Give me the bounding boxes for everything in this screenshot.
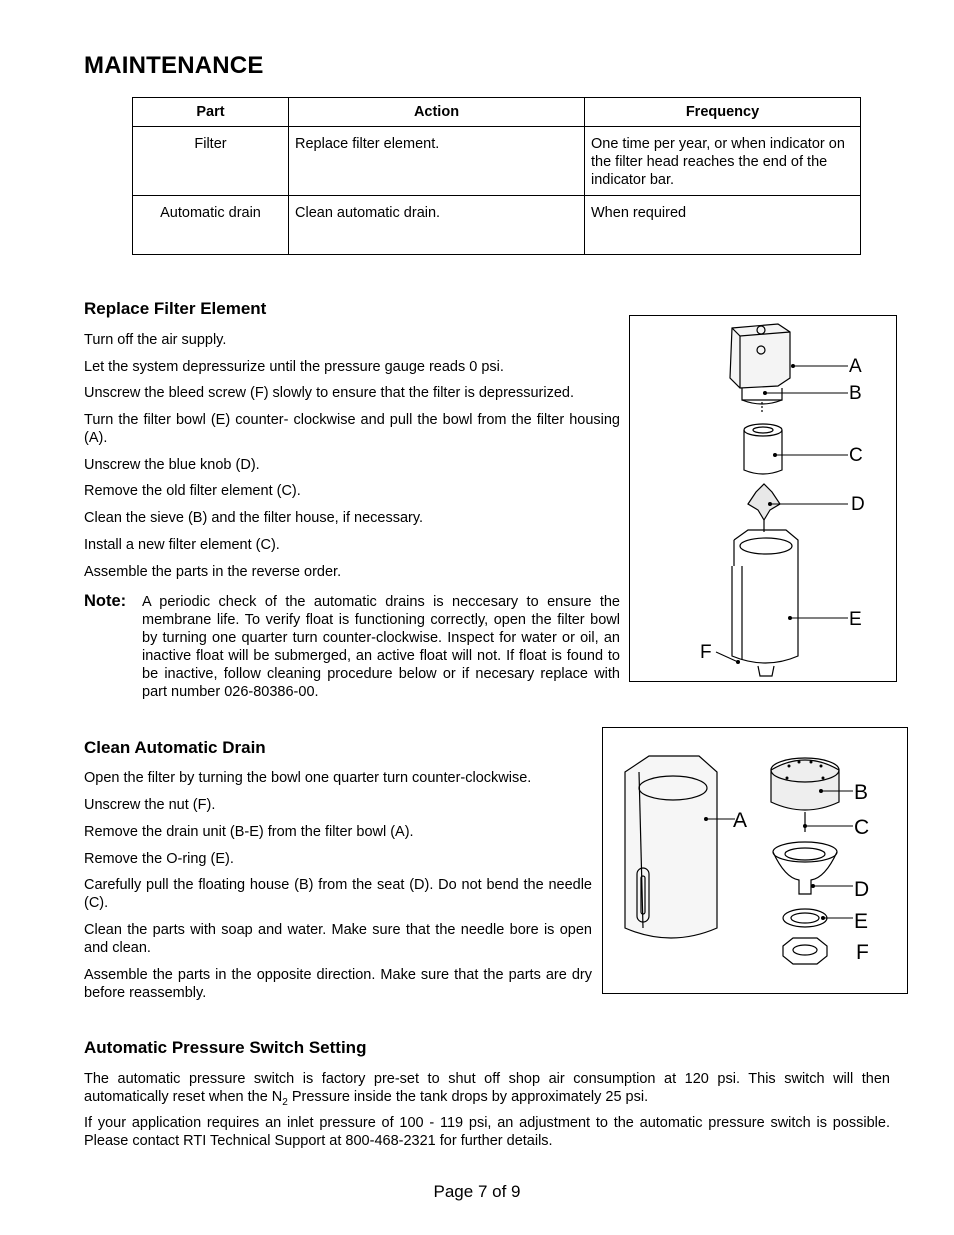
pressure-switch-text-b: Pressure inside the tank drops by approximately 25 psi. <box>287 1089 649 1105</box>
page-footer: Page 7 of 9 <box>433 1182 521 1201</box>
figure-label-a: A <box>849 356 862 377</box>
pressure-switch-text-a: The automatic pressure switch is factory pre-set to shut off shop air consumption at 120 psi. This switch will then automatically reset when the N <box>84 1071 890 1105</box>
drain-exploded-drawing <box>603 728 907 993</box>
step-text: Let the system depressurize until the pressure gauge reads 0 psi. <box>84 359 504 375</box>
step-text: Clean the parts with soap and water. Make sure that the needle bore is open and clean. <box>84 922 592 956</box>
note-text: A periodic check of the automatic drains is neccesary to ensure the membrane life. To verify float is functioning correctly, open the filter bowl by turning one quarter turn counter-clockwise. Inspect for water or oil, an inactive float will be submerged, an active float will not. If float is found to be inactive, follow cleaning procedure below or if necesary replace with part number 026-80386-00. <box>142 594 620 700</box>
step-text: Carefully pull the floating house (B) from the seat (D). Do not bend the needle (C). <box>84 877 592 911</box>
maintenance-table <box>132 97 861 255</box>
figure-label-e: E <box>854 910 869 933</box>
step-text: Remove the old filter element (C). <box>84 483 301 499</box>
pressure-switch-paragraph-1 <box>84 1070 890 1112</box>
cell-action: Replace filter element. <box>289 127 585 196</box>
column-header-action: Action <box>289 98 585 127</box>
drain-exploded-diagram <box>602 727 908 994</box>
step-text: Remove the O-ring (E). <box>84 851 234 867</box>
figure-label-f: F <box>856 941 869 964</box>
column-header-frequency: Frequency <box>585 98 861 127</box>
cell-frequency: One time per year, or when indicator on the filter head reaches the end of the indicator bar. <box>585 127 861 196</box>
page-title: MAINTENANCE <box>84 52 264 79</box>
step-text: Unscrew the blue knob (D). <box>84 457 260 473</box>
filter-exploded-drawing <box>630 316 896 681</box>
figure-label-d: D <box>851 494 865 515</box>
pressure-switch-paragraph-2: If your application requires an inlet pressure of 100 - 119 psi, an adjustment to the automatic pressure switch is possible. Please contact RTI Technical Support at 800-468-2321 for further details. <box>84 1115 890 1149</box>
cell-action: Clean automatic drain. <box>289 196 585 255</box>
figure-label-c: C <box>854 816 870 839</box>
section-heading-pressure-switch: Automatic Pressure Switch Setting <box>84 1038 367 1057</box>
figure-label-e: E <box>849 609 862 630</box>
step-text: Open the filter by turning the bowl one quarter turn counter-clockwise. <box>84 770 532 786</box>
figure-label-f: F <box>700 642 712 663</box>
cell-part: Automatic drain <box>133 196 289 255</box>
note-label: Note: <box>84 592 127 610</box>
table-row <box>133 196 861 255</box>
step-text: Assemble the parts in the reverse order. <box>84 564 342 580</box>
step-text: Install a new filter element (C). <box>84 537 280 553</box>
table-row <box>133 127 861 196</box>
table-header-row <box>133 98 861 127</box>
step-text: Turn the filter bowl (E) counter- clockwise and pull the bowl from the filter housing (A). <box>84 412 620 446</box>
subscript-2: 2 <box>282 1096 288 1108</box>
filter-exploded-diagram <box>629 315 897 682</box>
step-text: Unscrew the bleed screw (F) slowly to ensure that the filter is depressurized. <box>84 385 574 401</box>
section-heading-replace-filter: Replace Filter Element <box>84 299 267 318</box>
step-text: Clean the sieve (B) and the filter house, if necessary. <box>84 510 424 526</box>
figure-label-d: D <box>854 878 870 901</box>
cell-part: Filter <box>133 127 289 196</box>
section-heading-clean-drain: Clean Automatic Drain <box>84 738 266 757</box>
step-text: Remove the drain unit (B-E) from the filter bowl (A). <box>84 824 414 840</box>
figure-label-b: B <box>849 383 862 404</box>
step-text: Unscrew the nut (F). <box>84 797 216 813</box>
step-text: Assemble the parts in the opposite direction. Make sure that the parts are dry before reassembly. <box>84 967 592 1001</box>
figure-label-a: A <box>733 809 748 832</box>
column-header-part: Part <box>133 98 289 127</box>
step-text: Turn off the air supply. <box>84 332 227 348</box>
figure-label-c: C <box>849 445 863 466</box>
figure-label-b: B <box>854 781 869 804</box>
cell-frequency: When required <box>585 196 861 255</box>
